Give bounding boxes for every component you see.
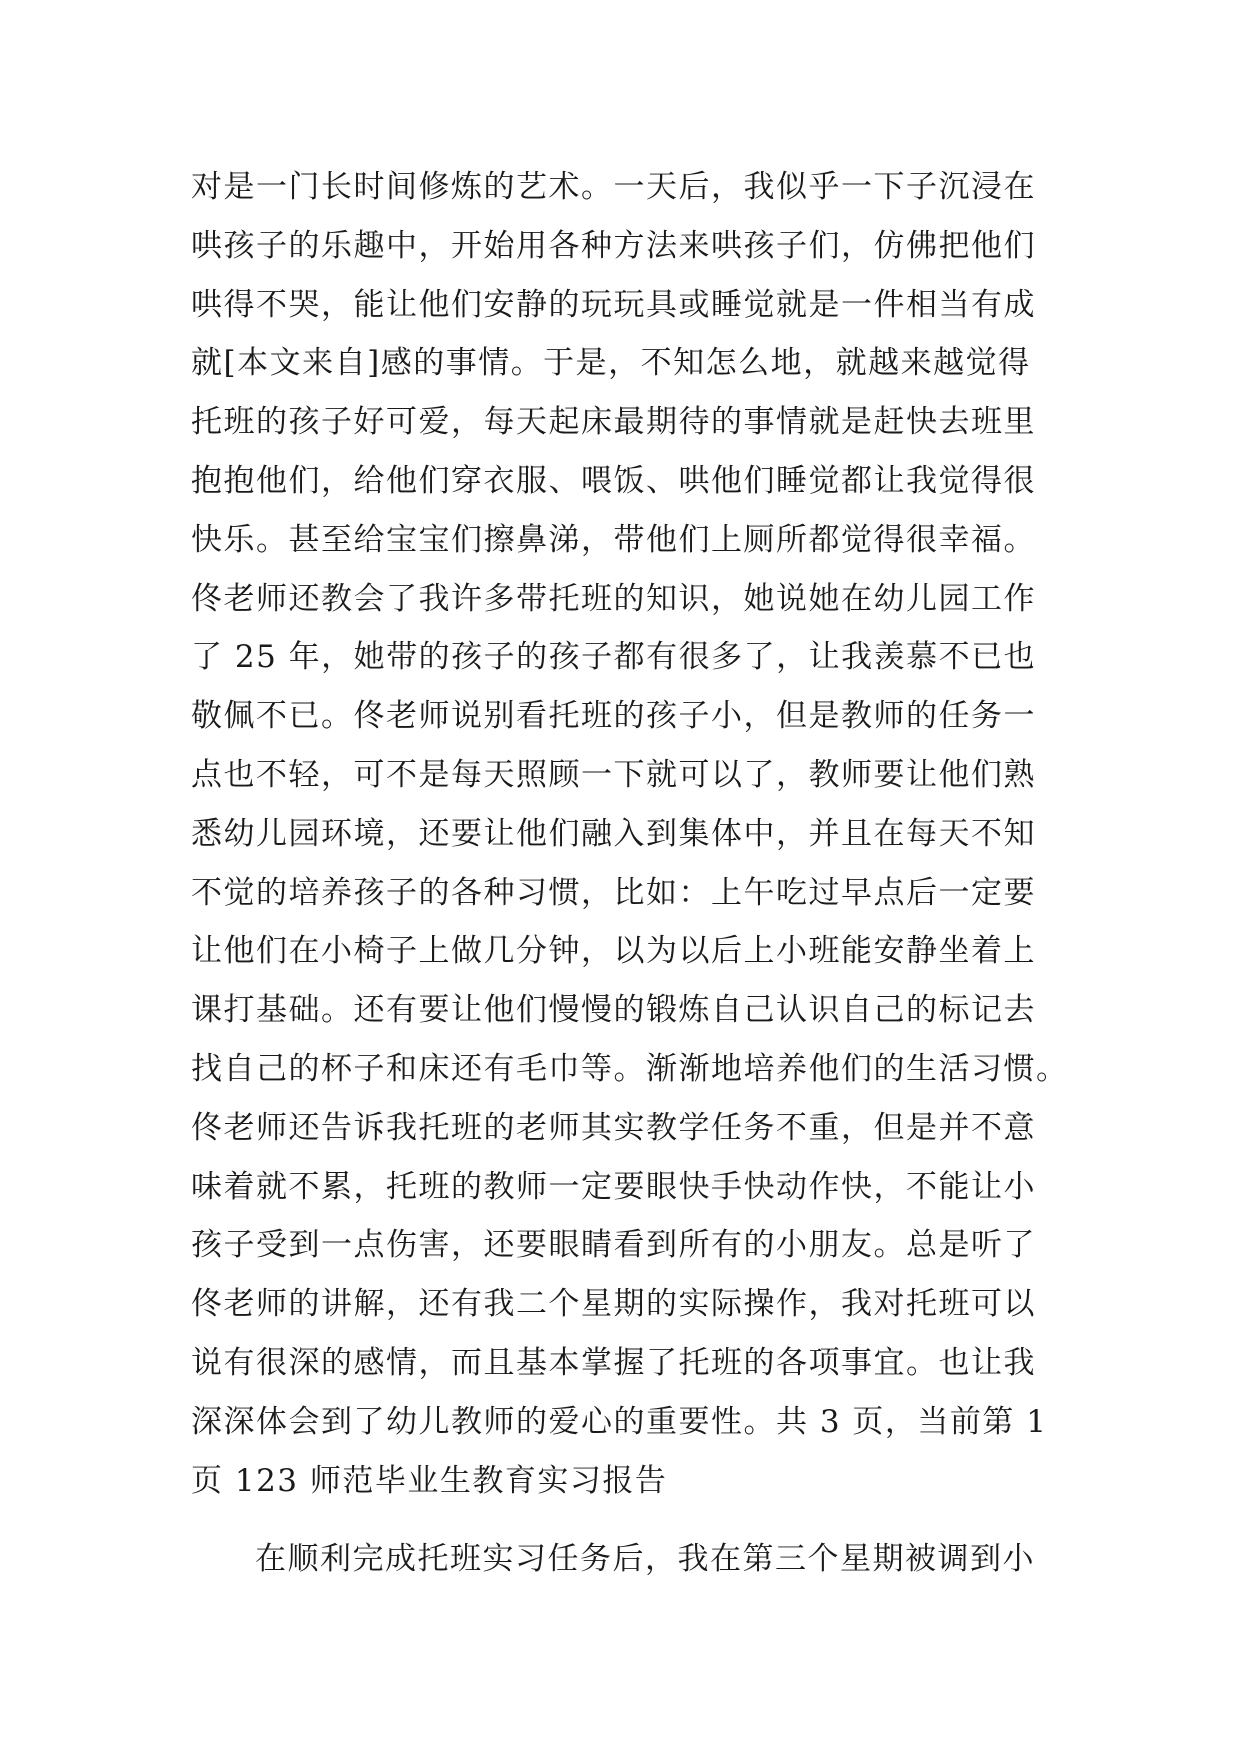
text-line: 佟老师还告诉我托班的老师其实教学任务不重，但是并不意 bbox=[191, 1109, 1036, 1146]
text-line: 哄孩子的乐趣中，开始用各种方法来哄孩子们，仿佛把他们 bbox=[191, 227, 1036, 264]
text-line: 味着就不累，托班的教师一定要眼快手快动作快，不能让小 bbox=[191, 1168, 1036, 1205]
text-line: 说有很深的感情，而且基本掌握了托班的各项事宜。也让我 bbox=[191, 1344, 1036, 1381]
text-line: 深深体会到了幼儿教师的爱心的重要性。共 3 页，当前第 1 bbox=[191, 1403, 1048, 1440]
text-line: 点也不轻，可不是每天照顾一下就可以了，教师要让他们熟 bbox=[191, 756, 1036, 793]
text-line: 哄得不哭，能让他们安静的玩玩具或睡觉就是一件相当有成 bbox=[191, 286, 1036, 323]
text-line: 孩子受到一点伤害，还要眼睛看到所有的小朋友。总是听了 bbox=[191, 1227, 1036, 1264]
text-line: 托班的孩子好可爱，每天起床最期待的事情就是赶快去班里 bbox=[191, 404, 1036, 441]
text-line: 找自己的杯子和床还有毛巾等。渐渐地培养他们的生活习惯。 bbox=[191, 1050, 1069, 1087]
text-line: 课打基础。还有要让他们慢慢的锻炼自己认识自己的标记去 bbox=[191, 992, 1036, 1029]
text-line: 佟老师还教会了我许多带托班的知识，她说她在幼儿园工作 bbox=[191, 580, 1036, 617]
text-line: 敬佩不已。佟老师说别看托班的孩子小，但是教师的任务一 bbox=[191, 698, 1036, 735]
text-line: 抱抱他们，给他们穿衣服、喂饭、哄他们睡觉都让我觉得很 bbox=[191, 462, 1036, 499]
paragraph-gap bbox=[191, 1510, 1051, 1530]
text-line: 不觉的培养孩子的各种习惯，比如：上午吃过早点后一定要 bbox=[191, 874, 1036, 911]
text-line: 快乐。甚至给宝宝们擦鼻涕，带他们上厕所都觉得很幸福。 bbox=[191, 521, 1036, 558]
text-line: 了 25 年，她带的孩子的孩子都有很多了，让我羡慕不已也 bbox=[191, 639, 1037, 676]
paragraph-start: 在顺利完成托班实习任务后，我在第三个星期被调到小 bbox=[255, 1541, 1035, 1578]
text-line: 悉幼儿园环境，还要让他们融入到集体中，并且在每天不知 bbox=[191, 815, 1036, 852]
text-line: 就[本文来自]感的事情。于是，不知怎么地，就越来越觉得 bbox=[191, 345, 1031, 382]
text-line: 对是一门长时间修炼的艺术。一天后，我似乎一下子沉浸在 bbox=[191, 169, 1036, 205]
text-line: 让他们在小椅子上做几分钟，以为以后上小班能安静坐着上 bbox=[191, 933, 1036, 970]
body-text bbox=[191, 158, 1069, 1589]
text-line: 佟老师的讲解，还有我二个星期的实际操作，我对托班可以 bbox=[191, 1286, 1036, 1323]
text-line: 页 123 师范毕业生教育实习报告 bbox=[191, 1462, 668, 1499]
